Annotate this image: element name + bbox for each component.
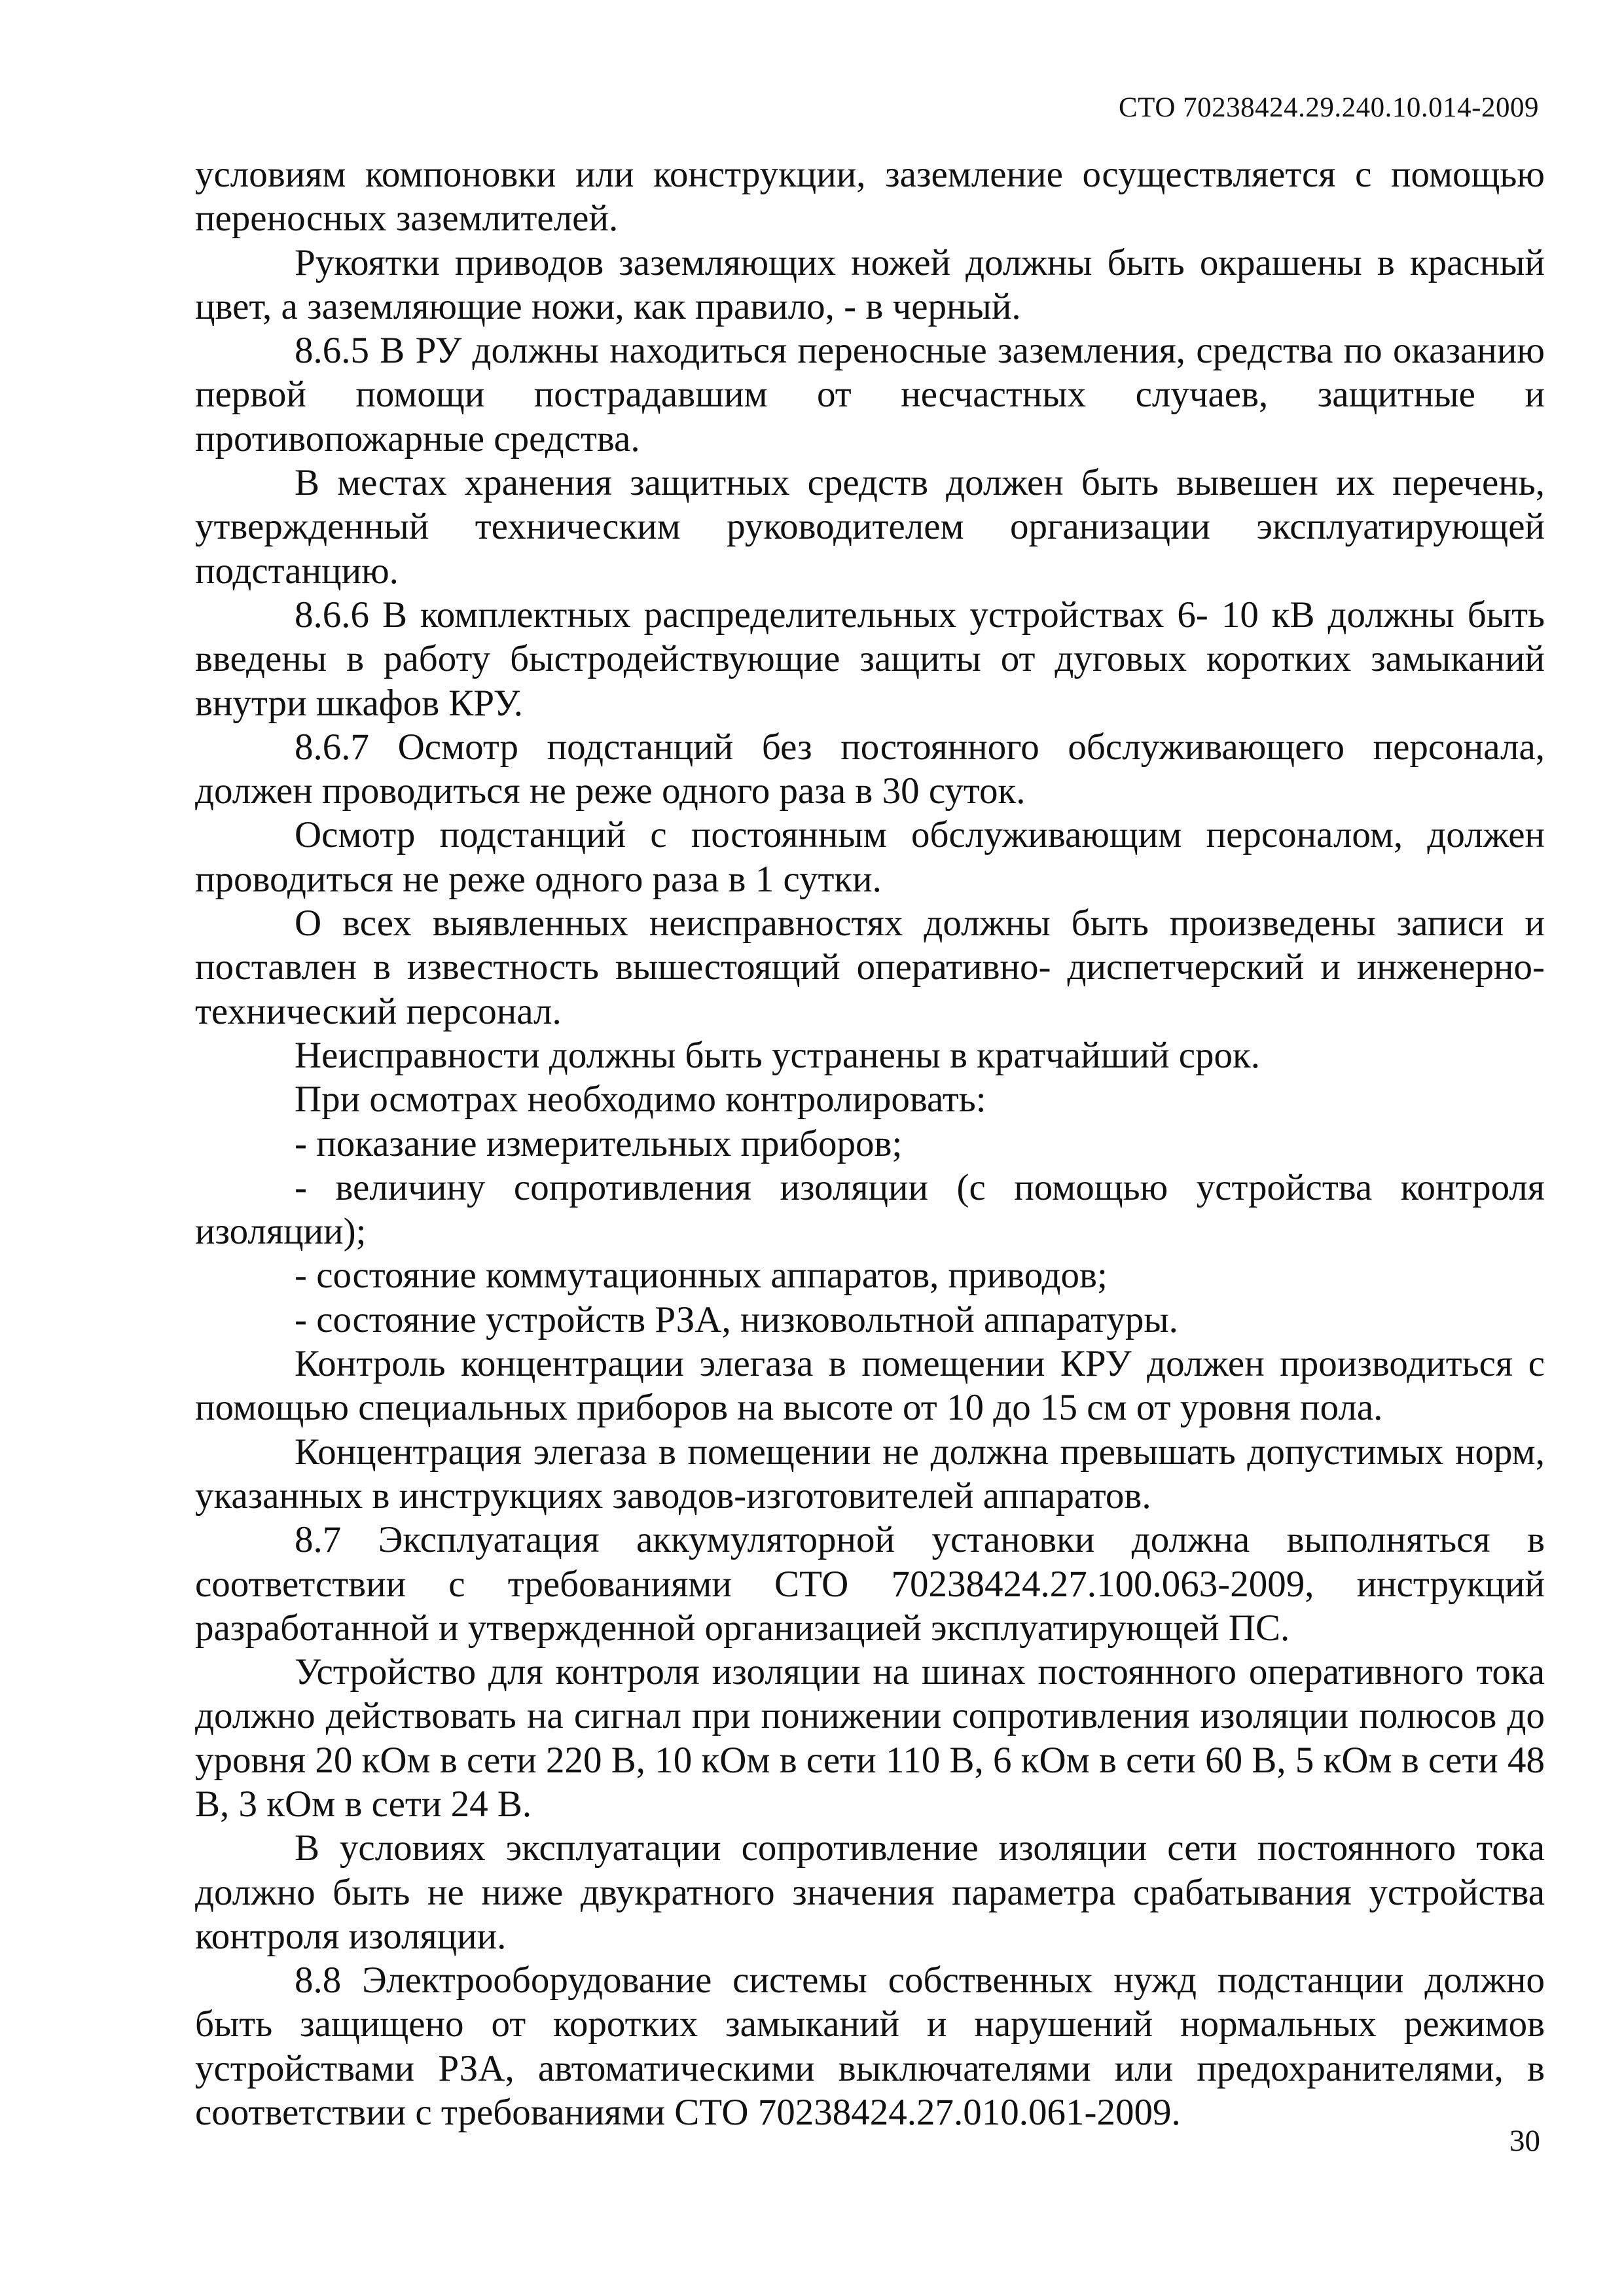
paragraph-8-6-6: 8.6.6 В комплектных распределительных устройствах 6- 10 кВ должны быть введены в работу быстродействующие защиты от дуговых коротких замыканий внутри шкафов КРУ.	[195, 594, 1545, 724]
paragraph-faults-records: О всех выявленных неисправностях должны быть произведены записи и поставлен в известность вышестоящий оперативно- диспетчерский и инженерно- технический персонал.	[195, 903, 1545, 1032]
paragraph-sf6-control: Контроль концентрации элегаза в помещении КРУ должен производиться с помощью специальных приборов на высоте от 10 до 15 см от уровня пола.	[195, 1343, 1545, 1429]
paragraph-inspection-control: При осмотрах необходимо контролировать:	[295, 1079, 986, 1121]
document-code-header: СТО 70238424.29.240.10.014-2009	[1118, 92, 1539, 123]
page-number: 30	[1509, 2124, 1540, 2158]
paragraph-sf6-concentration: Концентрация элегаза в помещении не должна превышать допустимых норм, указанных в инструкциях заводов-изготовителей аппаратов.	[195, 1431, 1545, 1516]
paragraph-8-7: 8.7 Эксплуатация аккумуляторной установки должна выполняться в соответствии с требованиями СТО 70238424.27.100.063-2009, инструкций разработанной и утвержденной организацией эксплуатирующей ПС.	[195, 1519, 1545, 1649]
list-item: - состояние устройств РЗА, низковольтной аппаратуры.	[295, 1299, 1178, 1340]
list-item: - величину сопротивления изоляции (с помощью устройства контроля изоляции);	[195, 1166, 1545, 1253]
paragraph-handle-colors: Рукоятки приводов заземляющих ножей должны быть окрашены в красный цвет, а заземляющие ножи, как правило, - в черный.	[195, 242, 1545, 327]
paragraph-8-6-7: 8.6.7 Осмотр подстанций без постоянного обслуживающего персонала, должен проводиться не реже одного раза в 30 суток.	[195, 726, 1545, 812]
document-body	[195, 152, 1545, 2134]
paragraph-continuation: условиям компоновки или конструкции, заземление осуществляется с помощью переносных заземлителей.	[195, 154, 1545, 240]
paragraph-8-6-5: 8.6.5 В РУ должны находиться переносные заземления, средства по оказанию первой помощи пострадавшим от несчастных случаев, защитные и противопожарные средства.	[195, 330, 1545, 459]
paragraph-8-8: 8.8 Электрооборудование системы собственных нужд подстанции должно быть защищено от коротких замыканий и нарушений нормальных режимов устройствами РЗА, автоматическими выключателями или предохранителями, в соответствии с требованиями СТО 70238424.27.010.061-2009.	[195, 1960, 1545, 2134]
paragraph-faults-fix: Неисправности должны быть устранены в кратчайший срок.	[295, 1034, 1260, 1076]
paragraph-insulation-device: Устройство для контроля изоляции на шинах постоянного оперативного тока должно действовать на сигнал при понижении сопротивления изоляции полюсов до уровня 20 кОм в сети 220 В, 10 кОм в сети 110 В, 6 кОм в сети 60 В, 5 кОм в сети 48 В, 3 кОм в сети 24 В.	[195, 1651, 1545, 1825]
paragraph-insulation-resistance: В условиях эксплуатации сопротивление изоляции сети постоянного тока должно быть не ниже двукратного значения параметра срабатывания устройства контроля изоляции.	[195, 1827, 1545, 1957]
paragraph-inspection-staffed: Осмотр подстанций с постоянным обслуживающим персоналом, должен проводиться не реже одного раза в 1 сутки.	[195, 814, 1545, 900]
list-item: - состояние коммутационных аппаратов, приводов;	[295, 1255, 1108, 1297]
list-item: - показание измерительных приборов;	[295, 1122, 903, 1164]
paragraph-protective-means-list: В местах хранения защитных средств должен быть вывешен их перечень, утвержденный техническим руководителем организации эксплуатирующей подстанцию.	[195, 462, 1545, 592]
